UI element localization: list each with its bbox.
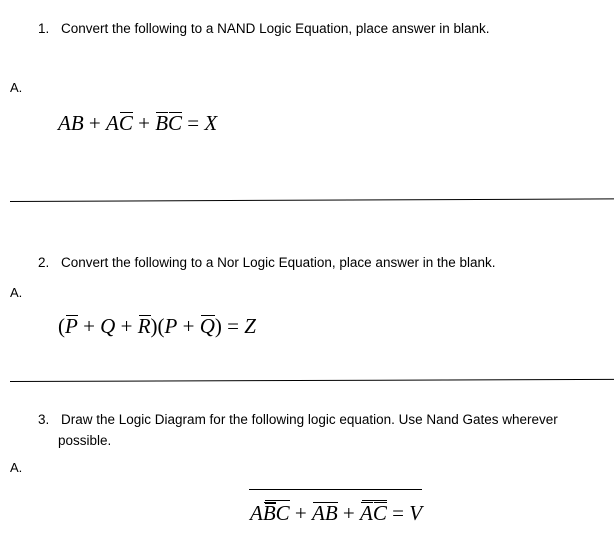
equation-3: ABC + AB + AC = V — [250, 498, 422, 528]
question-text: Convert the following to a NAND Logic Equation, place answer in blank. — [61, 21, 490, 36]
part-label: A. — [10, 80, 23, 95]
question-number: 3. — [38, 412, 50, 427]
question-2 — [38, 253, 496, 272]
question-text: Convert the following to a Nor Logic Equation, place answer in the blank. — [61, 255, 496, 270]
question-3 — [38, 410, 558, 450]
answer-blank-line[interactable] — [10, 379, 614, 382]
question-text-continued: possible. — [58, 433, 112, 448]
part-label: A. — [10, 285, 23, 300]
equation-1: AB + AC + BC = X — [58, 108, 217, 138]
equation-3-overbar — [249, 489, 422, 490]
question-1 — [38, 19, 490, 38]
question-number: 2. — [38, 255, 50, 270]
question-number: 1. — [38, 21, 50, 36]
question-text: Draw the Logic Diagram for the following logic equation. Use Nand Gates wherever — [61, 412, 558, 427]
answer-blank-line[interactable] — [10, 198, 614, 202]
part-label: A. — [10, 460, 23, 475]
equation-2: (P + Q + R)(P + Q) = Z — [58, 311, 256, 341]
